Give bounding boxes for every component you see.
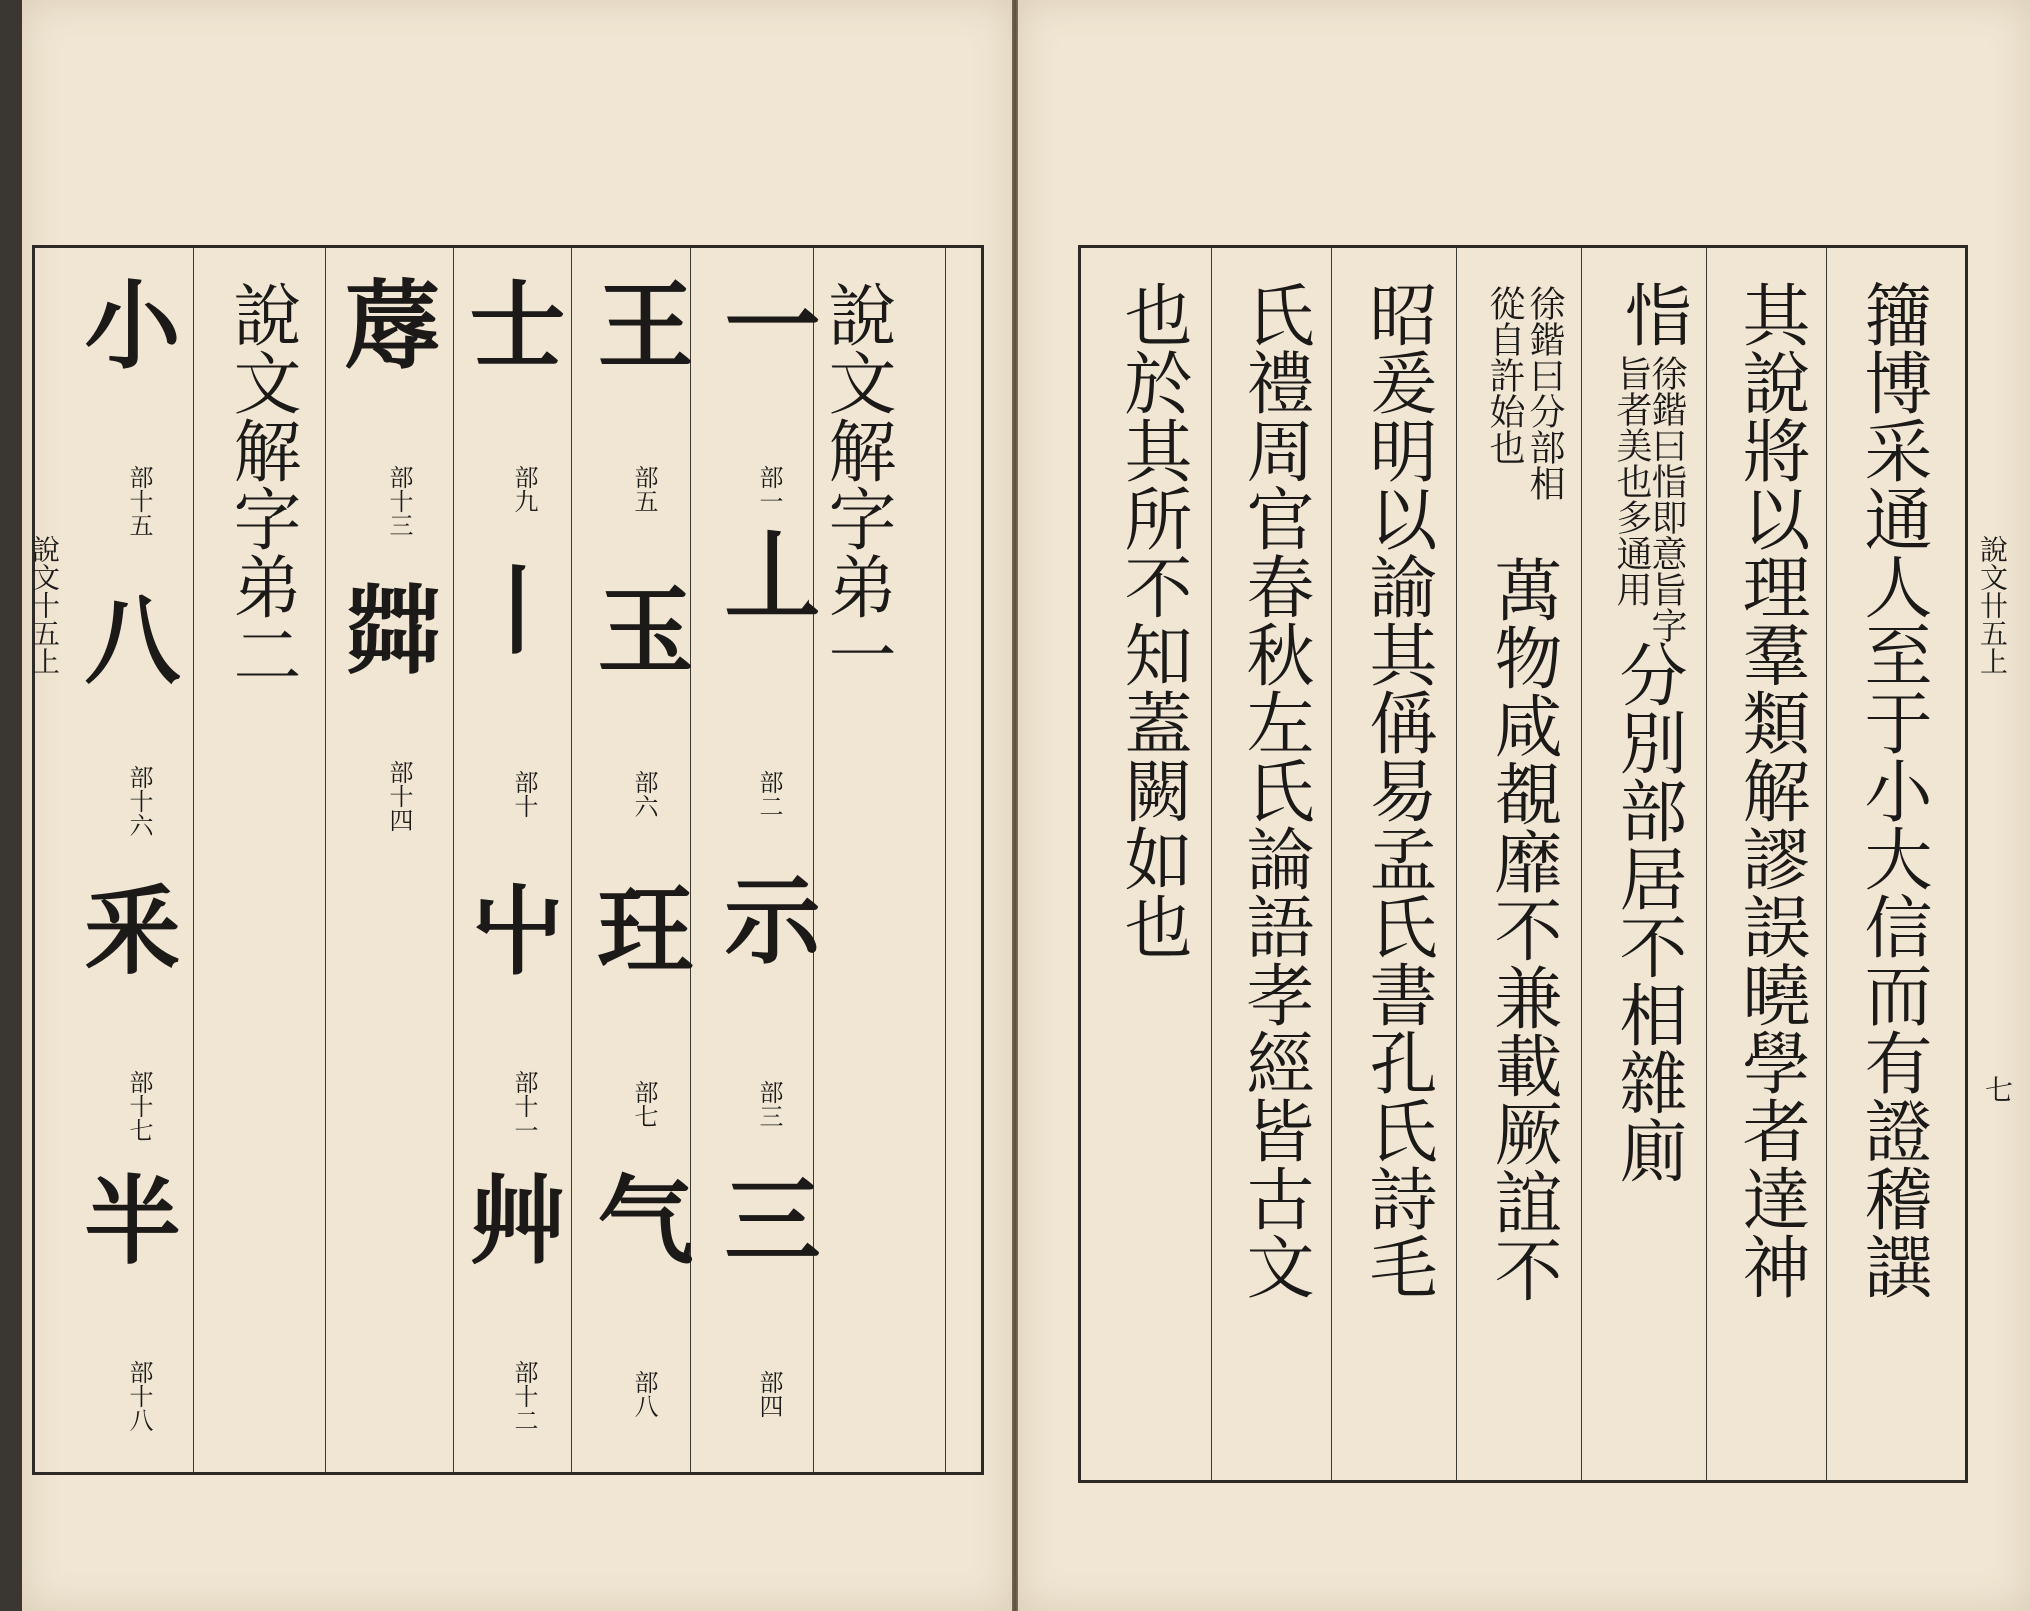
text-column-6: 氏禮周官春秋左氏論語孝經皆古文 <box>1235 280 1314 1300</box>
seal-character: 艸 <box>454 1170 567 1266</box>
seal-character: 蓐 <box>329 275 442 371</box>
text-column-3-main: 分別部居不相雜廁 <box>1608 640 1687 1184</box>
seal-character: 气 <box>582 1170 695 1266</box>
seal-character: 釆 <box>69 880 182 976</box>
annotation-line: 從自許始也 <box>1484 285 1525 465</box>
seal-character: 王 <box>582 275 695 371</box>
radical-label: 部七 <box>630 1080 658 1128</box>
seal-character: 小 <box>69 275 182 371</box>
radical-label: 部三 <box>755 1080 783 1128</box>
seal-character: 半 <box>69 1170 182 1266</box>
text-column-2: 其說將以理羣類解謬誤曉學者達神 <box>1731 280 1810 1300</box>
seal-character: 玉 <box>582 580 695 676</box>
margin-label: 說文十五上 <box>28 535 61 675</box>
radical-label: 部二 <box>755 770 783 818</box>
margin-label: 說文卄五上 <box>1976 535 2009 675</box>
seal-character: 示 <box>709 870 822 966</box>
seal-character: 丄 <box>709 525 822 621</box>
radical-label: 部十四 <box>385 760 413 832</box>
radical-label: 部十三 <box>385 465 413 537</box>
annotation-line: 旨者美也多通用 <box>1611 355 1652 607</box>
text-column-3-main: 恉 <box>1613 280 1692 348</box>
left-page <box>22 0 1012 1611</box>
radical-label: 部四 <box>755 1370 783 1418</box>
radical-label: 部十二 <box>510 1360 538 1432</box>
radical-label: 部一 <box>755 465 783 513</box>
text-column-7: 也於其所不知蓋闕如也 <box>1113 280 1192 960</box>
radical-label: 部八 <box>630 1370 658 1418</box>
seal-character: 士 <box>454 275 567 371</box>
text-column-5: 昭爰明以諭其偁易孟氏書孔氏詩毛 <box>1358 280 1437 1300</box>
annotation-line: 徐鍇曰恉即意旨字 <box>1646 355 1687 643</box>
radical-label: 部十七 <box>125 1070 153 1142</box>
seal-character: 玨 <box>582 880 695 976</box>
text-column-4-main: 萬物咸覩靡不兼載厥誼不 <box>1483 555 1562 1303</box>
radical-label: 部十六 <box>125 765 153 837</box>
radical-label: 部五 <box>630 465 658 513</box>
annotation-line: 徐鍇曰分部相 <box>1524 285 1565 501</box>
seal-character: 一 <box>709 275 822 371</box>
radical-label: 部九 <box>510 465 538 513</box>
radical-label: 部六 <box>630 770 658 818</box>
radical-label: 部十 <box>510 770 538 818</box>
seal-character: 三 <box>709 1170 822 1266</box>
seal-character: 丨 <box>454 560 567 656</box>
book-title-2: 說文解字弟二 <box>222 280 301 688</box>
right-page <box>1018 0 2030 1611</box>
folio-number: 七 <box>1981 1075 2014 1103</box>
radical-label: 部十一 <box>510 1070 538 1142</box>
book-title-1: 說文解字弟一 <box>817 280 896 688</box>
radical-label: 部十五 <box>125 465 153 537</box>
seal-character: 屮 <box>454 880 567 976</box>
text-column-1: 籒博采通人至于小大信而有證稽譔 <box>1853 280 1932 1300</box>
radical-label: 部十八 <box>125 1360 153 1432</box>
seal-character: 八 <box>69 590 182 686</box>
seal-character: 茻 <box>329 580 442 676</box>
